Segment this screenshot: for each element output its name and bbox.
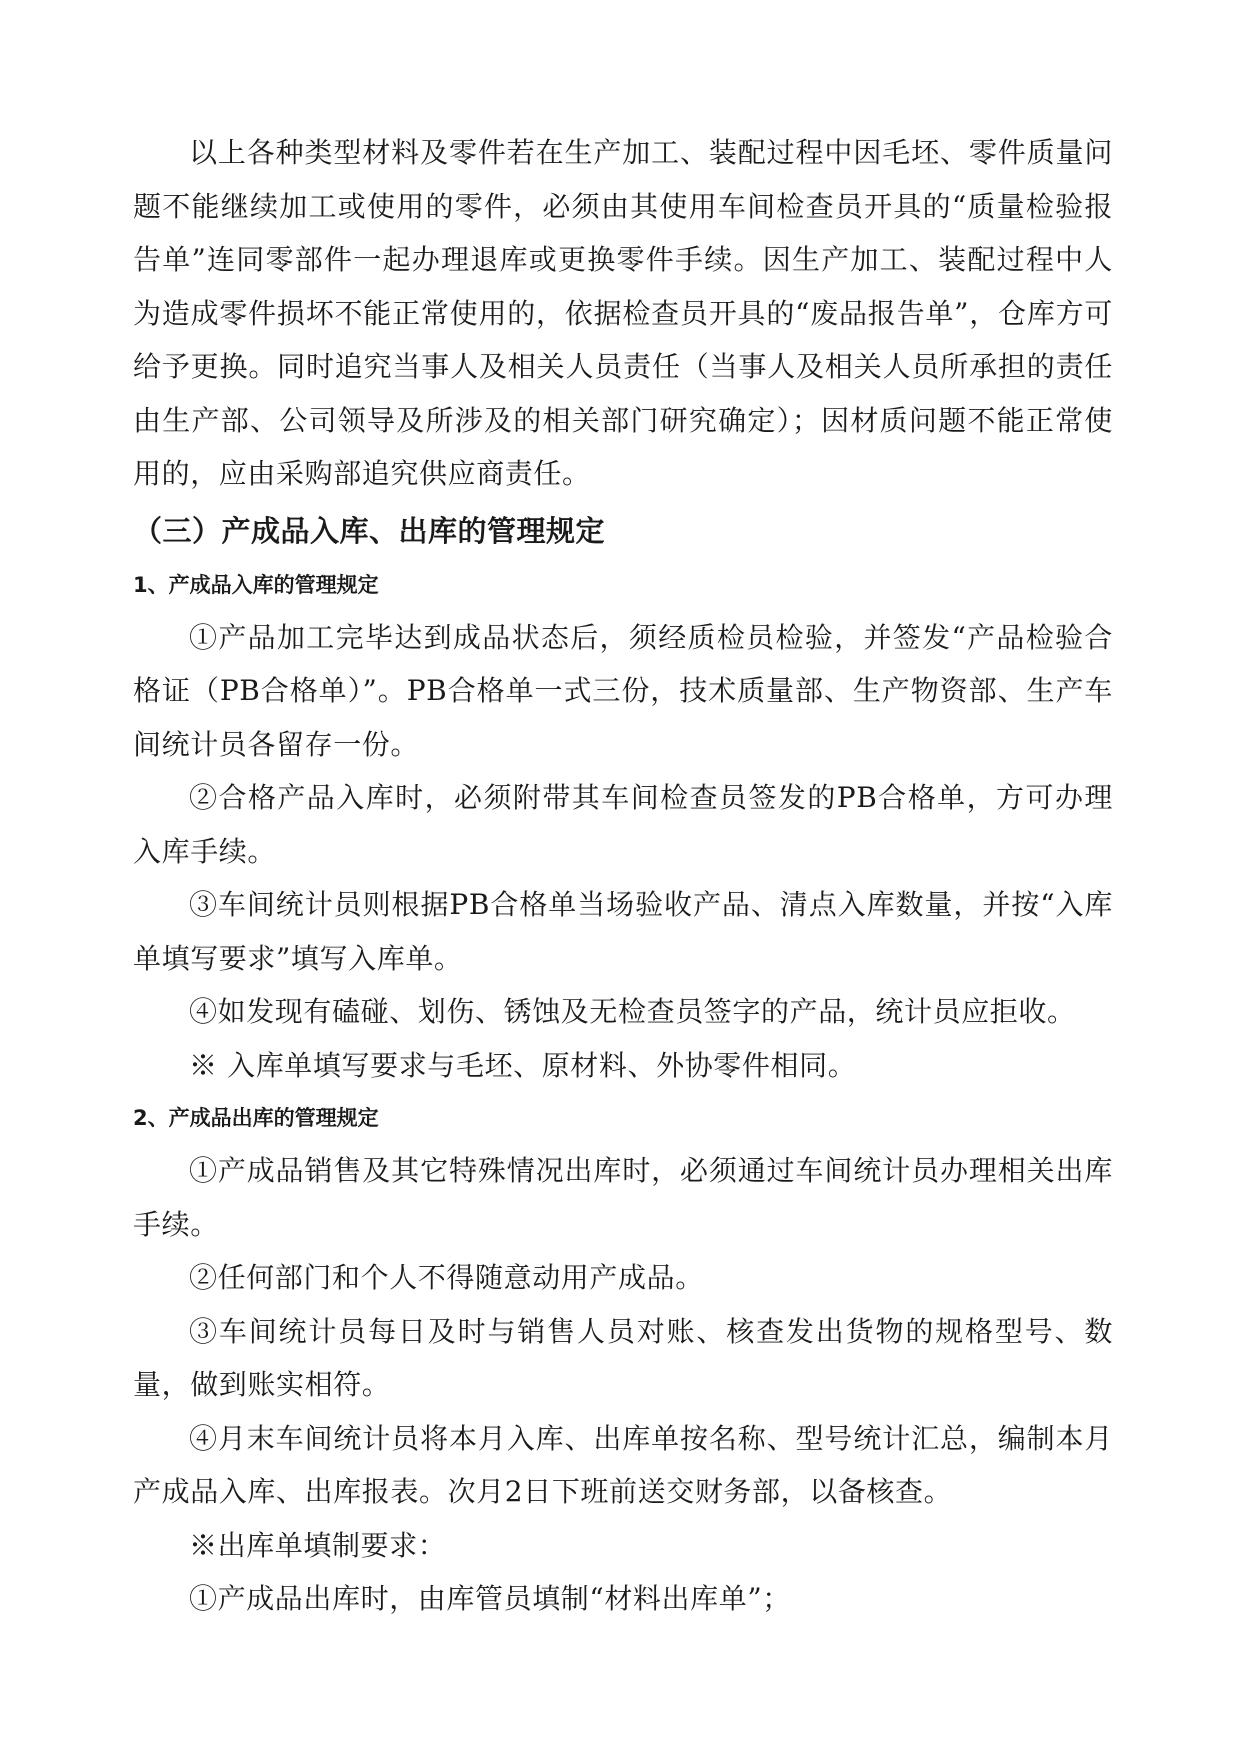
outbound-item-2: ②任何部门和个人不得随意动用产成品。: [189, 1261, 704, 1294]
subsection-1-title: 1、产成品入库的管理规定: [133, 572, 379, 597]
outbound-form-item-1: ①产成品出库时，由库管员填制“材料出库单”；: [189, 1582, 791, 1615]
inbound-item-3: ③车间统计员则根据PB合格单当场验收产品、清点入库数量，并按“入库单填写要求”填写入库单。: [133, 888, 1113, 975]
section-title: （三）产成品入库、出库的管理规定: [133, 513, 606, 548]
outbound-item-3: ③车间统计员每日及时与销售人员对账、核查发出货物的规格型号、数量，做到账实相符。: [133, 1314, 1113, 1401]
inbound-note: ※ 入库单填写要求与毛坯、原材料、外协零件相同。: [189, 1048, 857, 1082]
document-page: [133, 126, 1113, 1626]
outbound-item-4: ④月末车间统计员将本月入库、出库单按名称、型号统计汇总，编制本月产成品入库、出库报表。次月2日下班前送交财务部，以备核查。: [133, 1421, 1113, 1508]
inbound-item-4: ④如发现有磕碰、划伤、锈蚀及无检查员签字的产品，统计员应拒收。: [189, 995, 1076, 1028]
subsection-2-title: 2、产成品出库的管理规定: [133, 1106, 379, 1130]
inbound-item-1: ①产品加工完毕达到成品状态后，须经质检员检验，并签发“产品检验合格证（PB合格单）”。PB合格单一式三份，技术质量部、生产物资部、生产车间统计员各留存一份。: [133, 620, 1113, 761]
outbound-note: ※出库单填制要求：: [189, 1528, 447, 1562]
intro-paragraph: 以上各种类型材料及零件若在生产加工、装配过程中因毛坯、零件质量问题不能继续加工或使用的零件，必须由其使用车间检查员开具的“质量检验报告单”连同零部件一起办理退库或更换零件手续。因生产加工、装配过程中人为造成零件损坏不能正常使用的，依据检查员开具的“废品报告单”，仓库方可给予更换。同时追究当事人及相关人员责任（当事人及相关人员所承担的责任由生产部、公司领导及所涉及的相关部门研究确定）；因材质问题不能正常使用的，应由采购部追究供应商责任。: [133, 136, 1113, 490]
outbound-item-1: ①产成品销售及其它特殊情况出库时，必须通过车间统计员办理相关出库手续。: [133, 1154, 1113, 1241]
inbound-item-2: ②合格产品入库时，必须附带其车间检查员签发的PB合格单，方可办理入库手续。: [133, 781, 1113, 868]
